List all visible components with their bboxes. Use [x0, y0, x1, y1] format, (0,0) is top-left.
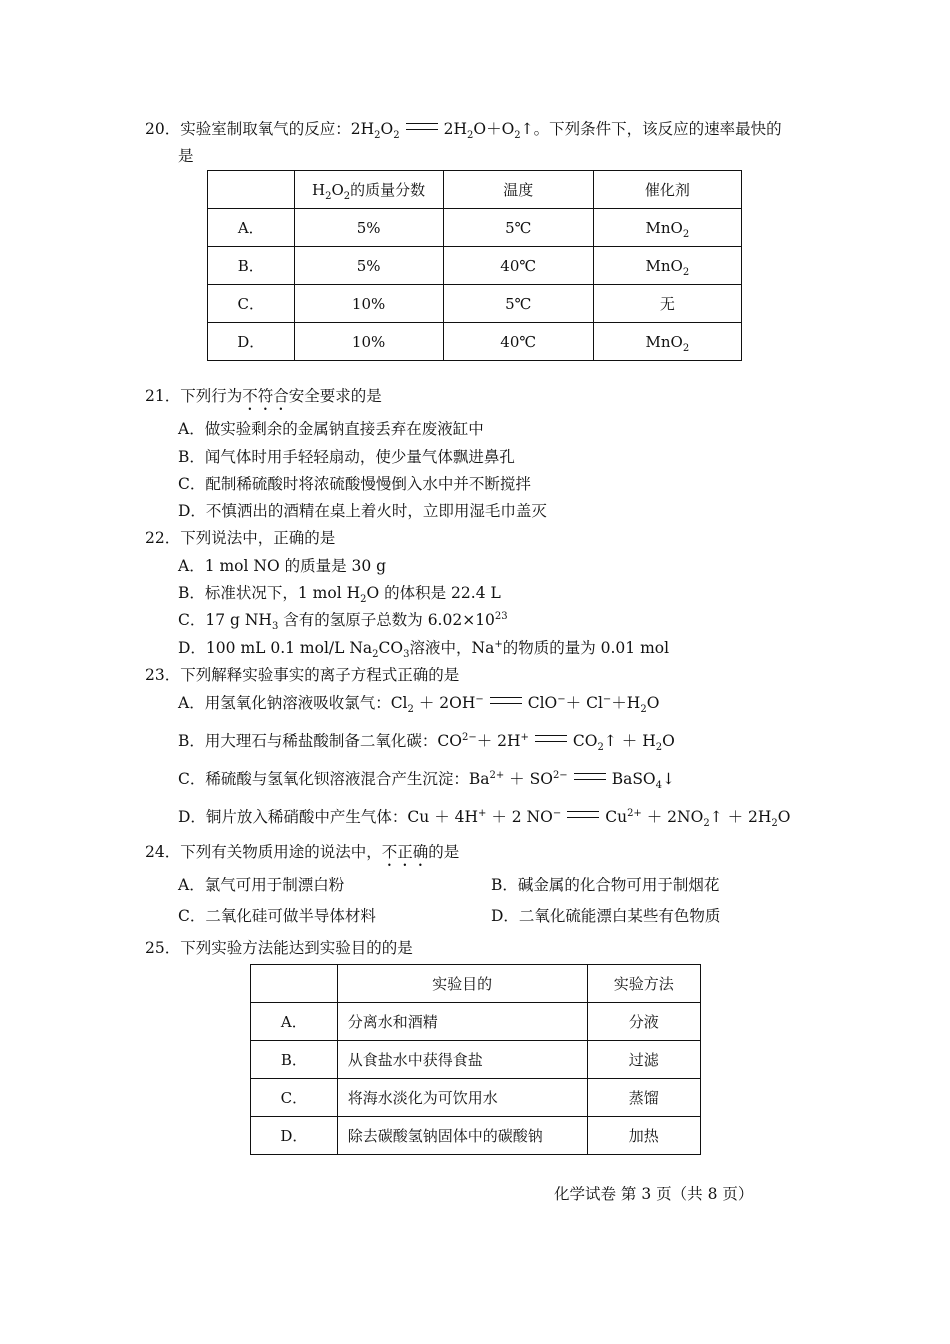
equals-sign-icon: [574, 773, 606, 780]
q21-option-a: A．做实验剩余的金属钠直接丢弃在废液缸中: [178, 420, 484, 438]
q24-option-d: D．二氧化硫能漂白某些有色物质: [491, 907, 721, 925]
table-cell: MnO$_2$: [593, 209, 741, 247]
q25-stem: 25．下列实验方法能达到实验目的的是: [145, 939, 413, 957]
q20-table: [207, 170, 742, 361]
table-cell: 10%: [294, 323, 443, 361]
q22-stem: 22．下列说法中，正确的是: [145, 529, 336, 547]
table-row: [208, 247, 742, 285]
q22-option-a: A．1 mol NO 的质量是 30 g: [178, 557, 387, 575]
table-header-cell: 温度: [443, 171, 593, 209]
q25-table: [250, 964, 701, 1155]
table-cell: C．: [208, 285, 295, 323]
equals-sign-icon: [535, 735, 567, 742]
q24-option-c: C．二氧化硅可做半导体材料: [178, 907, 376, 925]
q23-option-a: A．用氢氧化钠溶液吸收氯气：$Cl_2 + 2OH^-$ $ClO^-+ Cl^-+H_2O$: [178, 694, 660, 715]
table-cell: 蒸馏: [587, 1079, 701, 1117]
q23-option-c: C．稀硫酸与氢氧化钡溶液混合产生沉淀：$Ba^{2+} + SO^{2-}$ BaSO$_4$↓: [178, 770, 676, 791]
table-cell: B．: [251, 1041, 338, 1079]
q24-stem: 24．下列有关物质用途的说法中，不正确的是: [145, 843, 460, 861]
table-cell: 40℃: [443, 323, 593, 361]
table-cell: 分离水和酒精: [337, 1003, 587, 1041]
table-cell: 5%: [294, 247, 443, 285]
table-row: [208, 285, 742, 323]
table-cell: 过滤: [587, 1041, 701, 1079]
q24-option-a: A．氯气可用于制漂白粉: [178, 876, 345, 894]
table-row: [251, 1003, 701, 1041]
table-cell: 40℃: [443, 247, 593, 285]
equals-sign-icon: [490, 697, 522, 704]
table-cell: 从食盐水中获得食盐: [337, 1041, 587, 1079]
q22-option-b: B．标准状况下，1 mol $H_2O$ 的体积是 22.4 L: [178, 584, 501, 605]
q23-stem: 23．下列解释实验事实的离子方程式正确的是: [145, 666, 460, 684]
table-cell: 5%: [294, 209, 443, 247]
table-cell: 5℃: [443, 209, 593, 247]
table-header-row: [208, 171, 742, 209]
q21-option-c: C．配制稀硫酸时将浓硫酸慢慢倒入水中并不断搅拌: [178, 475, 531, 493]
q22-option-d: D．100 mL 0.1 mol/L $Na_2CO_3$溶液中，Na+的物质的量为 0.01 mol: [178, 639, 670, 660]
q24-option-b: B．碱金属的化合物可用于制烟花: [491, 876, 720, 894]
q20-number: 20．: [145, 120, 181, 138]
table-header-cell: [251, 965, 338, 1003]
q21-option-d: D．不慎洒出的酒精在桌上着火时，立即用湿毛巾盖灭: [178, 502, 547, 520]
table-cell: MnO$_2$: [593, 323, 741, 361]
q21-option-b: B．闻气体时用手轻轻扇动，使少量气体飘进鼻孔: [178, 448, 515, 466]
table-header-cell: 实验目的: [337, 965, 587, 1003]
table-cell: 加热: [587, 1117, 701, 1155]
table-header-cell: 实验方法: [587, 965, 701, 1003]
q22-option-c: C．17 g $NH_3$ 含有的氢原子总数为 $6.02\times 10^{23}$: [178, 611, 508, 632]
table-cell: 将海水淡化为可饮用水: [337, 1079, 587, 1117]
q20-text: ↑。下列条件下，该反应的速率最快的: [520, 120, 782, 138]
table-row: [251, 1117, 701, 1155]
table-header-cell: $H_2O_2$的质量分数: [294, 171, 443, 209]
table-cell: 5℃: [443, 285, 593, 323]
table-cell: D．: [251, 1117, 338, 1155]
table-header-cell: 催化剂: [593, 171, 741, 209]
table-cell: D．: [208, 323, 295, 361]
table-cell: B．: [208, 247, 295, 285]
table-row: [251, 1041, 701, 1079]
table-cell: MnO$_2$: [593, 247, 741, 285]
table-cell: 除去碳酸氢钠固体中的碳酸钠: [337, 1117, 587, 1155]
q23-option-b: B．用大理石与稀盐酸制备二氧化碳：$CO^{2-}+ 2H^+$ $CO_2↑ + H_2O$: [178, 732, 675, 753]
table-row: [251, 1079, 701, 1117]
q20-text: 2H: [443, 120, 467, 138]
table-header-cell: [208, 171, 295, 209]
equals-sign-icon: [406, 123, 438, 130]
q20-stem-line2: 是: [178, 147, 194, 165]
table-cell: 无: [593, 285, 741, 323]
table-cell: A．: [251, 1003, 338, 1041]
page-footer: 化学试卷 第 3 页（共 8 页）: [554, 1185, 754, 1203]
table-cell: 分液: [587, 1003, 701, 1041]
table-cell: 10%: [294, 285, 443, 323]
table-cell: A．: [208, 209, 295, 247]
equals-sign-icon: [567, 811, 599, 818]
table-row: [208, 209, 742, 247]
q21-stem: 21．下列行为不符合安全要求的是: [145, 387, 382, 405]
q23-option-d: D．铜片放入稀硝酸中产生气体：Cu ＋ 4H+ ＋ 2 NO− $Cu^{2+}$ ＋ $2NO_2↑ + 2H_2O$: [178, 808, 791, 829]
table-cell: C．: [251, 1079, 338, 1117]
table-row: [208, 323, 742, 361]
q20-text: 实验室制取氧气的反应：2H: [180, 120, 375, 138]
emphasis-text: 不正确: [381, 843, 429, 861]
q20-text: O＋O: [473, 120, 515, 138]
emphasis-text: 不符合: [242, 387, 289, 405]
q20-stem: 20．实验室制取氧气的反应：$2H_2O_2$ $2H_2O+O_2↑$。下列条件下，该反应的速率最快的: [145, 120, 782, 141]
table-header-row: [251, 965, 701, 1003]
